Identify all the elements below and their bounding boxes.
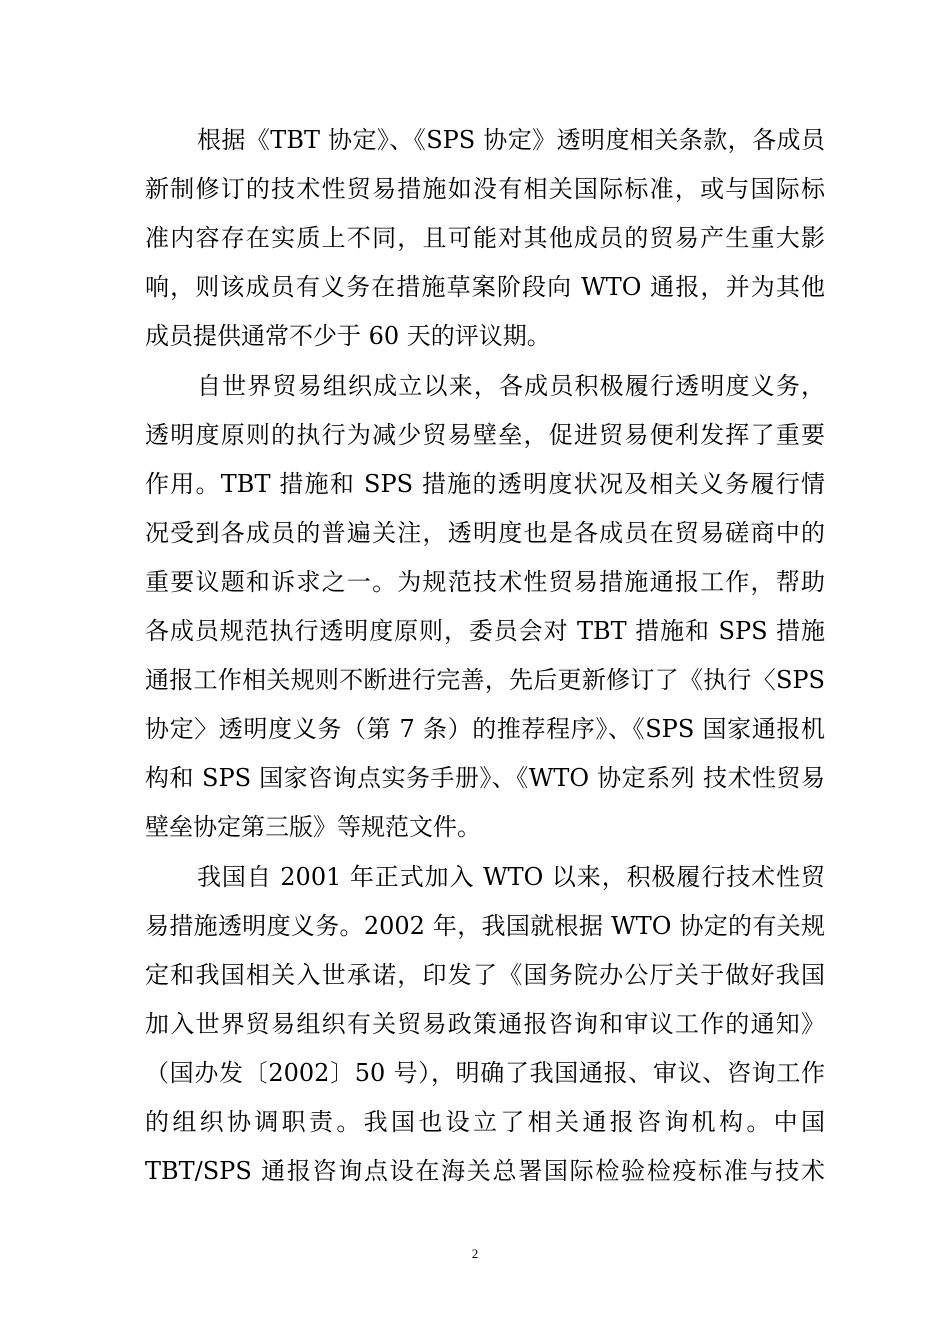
- paragraph-2-line-4: 况受到各成员的普遍关注，透明度也是各成员在贸易磋商中的: [145, 519, 825, 547]
- paragraph-2-line-6: 各成员规范执行透明度原则，委员会对 TBT 措施和 SPS 措施: [145, 617, 825, 645]
- paragraph-1-line-5: 成员提供通常不少于 60 天的评议期。: [145, 322, 551, 350]
- paragraph-3-line-7: TBT/SPS 通报咨询点设在海关总署国际检验检疫标准与技术: [145, 1157, 825, 1185]
- paragraph-2-line-9: 构和 SPS 国家咨询点实务手册》、《WTO 协定系列 技术性贸易: [145, 764, 825, 792]
- paragraph-2-line-10: 壁垒协定第三版》等规范文件。: [145, 813, 481, 841]
- paragraph-2-line-8: 协定〉透明度义务（第 7 条）的推荐程序》、《SPS 国家通报机: [145, 715, 825, 743]
- paragraph-1-line-3: 准内容存在实质上不同，且可能对其他成员的贸易产生重大影: [145, 224, 825, 252]
- paragraph-3-line-5: （国办发〔2002〕50 号），明确了我国通报、审议、咨询工作: [145, 1059, 825, 1087]
- paragraph-3-line-3: 定和我国相关入世承诺，印发了《国务院办公厅关于做好我国: [145, 961, 825, 989]
- paragraph-2-line-2: 透明度原则的执行为减少贸易壁垒，促进贸易便利发挥了重要: [145, 421, 825, 449]
- paragraph-2-line-1: 自世界贸易组织成立以来，各成员积极履行透明度义务，: [197, 372, 825, 400]
- page-number: 2: [471, 1246, 479, 1261]
- paragraph-3-line-1: 我国自 2001 年正式加入 WTO 以来，积极履行技术性贸: [197, 863, 825, 891]
- paragraph-2-line-7: 通报工作相关规则不断进行完善，先后更新修订了《执行〈SPS: [145, 666, 825, 694]
- paragraph-3-line-6: 的组织协调职责。我国也设立了相关通报咨询机构。中国: [145, 1108, 825, 1136]
- paragraph-3-line-4: 加入世界贸易组织有关贸易政策通报咨询和审议工作的通知》: [145, 1010, 825, 1038]
- paragraph-1-line-4: 响，则该成员有义务在措施草案阶段向 WTO 通报，并为其他: [145, 273, 825, 301]
- paragraph-3-line-2: 易措施透明度义务。2002 年，我国就根据 WTO 协定的有关规: [145, 912, 825, 940]
- paragraph-2-line-5: 重要议题和诉求之一。为规范技术性贸易措施通报工作，帮助: [145, 568, 825, 596]
- paragraph-1-line-1: 根据《TBT 协定》、《SPS 协定》透明度相关条款，各成员: [197, 126, 825, 154]
- paragraph-1-line-2: 新制修订的技术性贸易措施如没有相关国际标准，或与国际标: [145, 175, 825, 203]
- paragraph-2-line-3: 作用。TBT 措施和 SPS 措施的透明度状况及相关义务履行情: [145, 470, 825, 498]
